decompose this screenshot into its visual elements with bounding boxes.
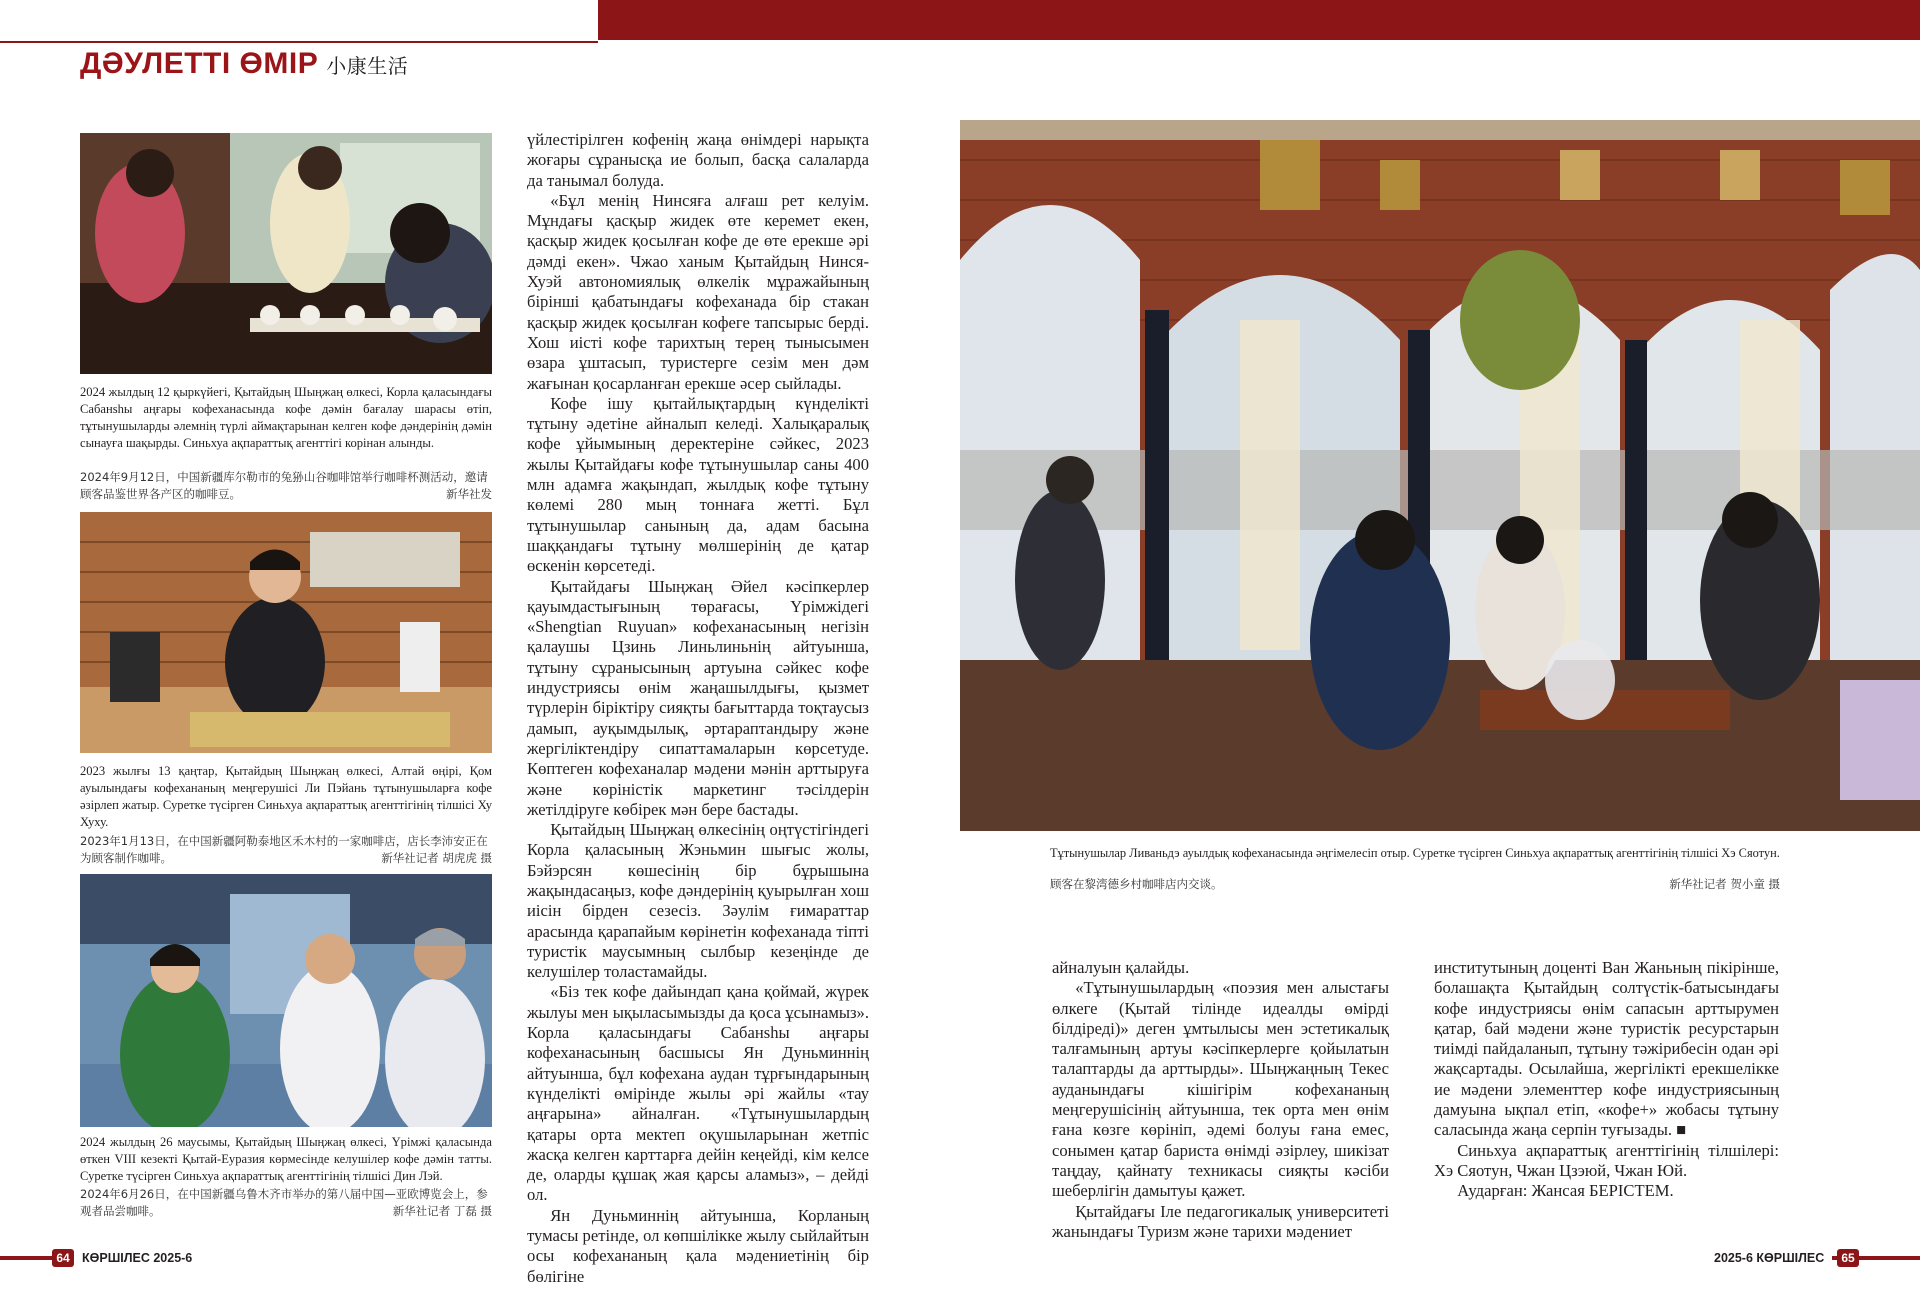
section-title: ДӘУЛЕТТІ ӨМІР (80, 47, 319, 80)
photo-caption-1: 2024 жылдың 12 қыркүйегі, Қытайдың Шыңжаң өлкесі, Корла қаласындағы Сабанshы аңғары кофеханасында кофе дәмін бағалау шарасы өтіп, тұтынушыларды әлемнің түрлі аймақтарынан келген кофе дәндерінің дәмін сынауға шақырды. Синьхуа ақпараттық агенттігі корінан алынды. (80, 385, 492, 450)
photo-barista (80, 512, 492, 753)
top-color-bar (598, 0, 1920, 40)
paragraph: Ян Дуньминнің айтуынша, Корланың тумасы ретінде, ол көпшілікке жылу сыйлайтын осы кофехананың қала мәдениетінің бір бөлігіне (527, 1205, 869, 1286)
photo-caption-zh-1 (80, 469, 492, 503)
paragraph: Қытайдағы Шыңжаң Әйел кәсіпкерлер қауымдастығының төрағасы, Үрімжідегі «Shengtian Ruyuan» кофеханасының негізін қалаушы Цзинь Линьлиньнің айтуынша, тұтыну сұранысының артуына сәйкес кофе индустриясы өнім жаңашылдығы, қызмет түрлерін біріктіру сияқты бағыттарда тоқтаусыз дамып, ауқымдылық, әртараптандыру және жергіліктендіру сипаттамаларын көрсетуде. Көптеген кофеханалар мәдени мәнін арттыруға және көріністік маркетинг тәсілдерін жетілдіруге көбірек мән бере бастады. (527, 576, 869, 819)
page-number-right: 65 (1837, 1249, 1859, 1267)
caption-zh-text: 2023年1月13日，在中国新疆阿勒泰地区禾木村的一家咖啡店，店长李沛安正在为顾客制作咖啡。 (80, 834, 488, 865)
paragraph: Қытайдың Шыңжаң өлкесінің оңтүстігіндегі Корла қаласының Жэньмин шығыс жолы, Бэйэрсян көшесінің бір бұрышына жақындасаңыз, кофе дәндерінің қуырылған хош иісін бірден сезесіз. Зәулім ғимараттар арасында қарапайым көрінетін кофеханада тіпті туристік маусымның сылбыр кезеңінде де келушілер толастамайды. (527, 820, 869, 982)
paragraph: институтының доценті Ван Жаньның пікірінше, болашақта Қытайдың солтүстік-батысындағы кофе индустриясы өнім сапасын арттырумен қатар, бай мәдени және туристік ресурстарын тиімді пайдаланып, тұтыну тәжірибесін одан әрі жақсартады. Осылайша, жергілікті ерекшелікке ие мәдени элементтер кофе индустриясының дамуына ықпал етіп, «кофе+» жобасы тұтыну саласында жаңа серпін туғызады. ■ (1434, 958, 1779, 1140)
main-photo-caption: Тұтынушылар Ливаньдэ ауылдық кофеханасында әңгімелесіп отыр. Суретке түсірген Синьхуа ақпараттық агенттігінің тілшісі Хэ Сяотун. (1050, 846, 1780, 860)
article-column-3 (1434, 958, 1779, 1202)
translator: Аударған: Жансая БЕРІСТЕМ. (1457, 1181, 1674, 1201)
byline: Синьхуа ақпараттық агенттігінің тілшілері: Хэ Сяотун, Чжан Цзэюй, Чжан Юй. (1434, 1140, 1779, 1180)
photo-cafe-interior (960, 120, 1920, 831)
caption-zh-text: 2024年9月12日，中国新疆库尔勒市的兔狲山谷咖啡馆举行咖啡杯测活动，邀请顾客品鉴世界各产区的咖啡豆。 (80, 470, 488, 501)
photo-expo-tasting (80, 874, 492, 1127)
top-rule-line (0, 41, 598, 43)
photo-credit: 新华社记者 贺小童 摄 (1669, 877, 1780, 891)
section-header (80, 47, 408, 81)
paragraph: Қытайдағы Іле педагогикалық университеті жанындағы Туризм және тарихи мәдениет (1052, 1201, 1389, 1241)
paragraph: «Бұл менің Нинсяға алғаш рет келуім. Мұндағы қасқыр жидек өте керемет екен, қасқыр жидек қосылған кофе де өте ерекше әрі дәмді екен». Чжао ханым Қытайдың Нинся-Хуэй автономиялық өлкелік мұражайының бірінші қабатындағы кофеханада бір стакан қасқыр жидек қосылған кофеге тапсырыс берді. Хош иісті кофе тарихтың терең тынысымен өзара ұштасып, туристерге сезім мен дәм жағынан қосарланған ерекше әсер сыйлады. (527, 190, 869, 393)
photo-caption-3: 2024 жылдың 26 маусымы, Қытайдың Шыңжаң өлкесі, Үрімжі қаласында өткен VIII кезекті Қытай-Еуразия көрмесінде келушілер кофе дәмін татты. Суретке түсірген Синьхуа ақпараттық агенттігінің тілшісі Дин Лэй. (80, 1135, 492, 1183)
section-title-zh: 小康生活 (326, 54, 409, 78)
footer-label-left: КӨРШІЛЕС 2025-6 (78, 1249, 196, 1267)
photo-credit: 新华社记者 丁磊 摄 (392, 1204, 492, 1218)
main-photo-caption-zh (1050, 876, 1780, 893)
paragraph: «Тұтынушылардың «поэзия мен алыстағы өлкеге (Қытай тілінде идеалды өмірді білдіреді)» деген ұмтылысы мен эстетикалық талғамының артуы кәсіпкерлерге қойылатын талаптарды да арттырды». Шыңжаңның Текес ауданындағы кішігірім кофехананың меңгерушісінің айтуынша, тек орта мен өнім ғана көзге көрініп, әдемі болуы ғана емес, сонымен қатар бариста өнімді әзірлеу, шикізат таңдау, қайнату техникасы сияқты кәсіби шеберлігін дамытуы қажет. (1052, 978, 1389, 1201)
paragraph: Кофе ішу қытайлықтардың күнделікті тұтыну әдетіне айналып келеді. Халықаралық кофе ұйымының деректеріне сәйкес, 2023 жылы Қытайдағы кофе тұтынушылар саны 400 млн адамға жақындап, жылдық кофе тұтыну көлемі 280 мың тоннаға жетті. Бұл тұтынушылар санының да, адам басына шаққандағы тұтыну мөлшерінің де қатар өскенін көрсетеді. (527, 393, 869, 576)
page-number-left: 64 (52, 1249, 74, 1267)
article-column-2 (1052, 958, 1389, 1242)
paragraph: үйлестірілген кофенің жаңа өнімдері нарықта жоғары сұранысқа ие болып, басқа салаларда да танымал болуда. (527, 130, 869, 190)
paragraph: айналуын қалайды. (1052, 958, 1190, 977)
paragraph: «Біз тек кофе дайындап қана қоймай, жүрек жылуы мен ықыласымызды да қоса ұсынамыз». Корла қаласындағы Сабанshы аңғары кофеханасының басшысы Ян Дуньминнің айтуынша, бұл кофехана аудан тұрғындарының күнделікті өмірінде жылы әрі жайлы «тау аңғарына» айналған. «Тұтынушылардың қатары орта мектеп оқушыларынан жетпіс жасқа келген карттарға дейін кеңейді, кім келсе де, оларды құшақ жая қарсы аламыз», – дейді ол. (527, 982, 869, 1205)
photo-credit: 新华社发 (446, 487, 492, 501)
photo-caption-2: 2023 жылғы 13 қаңтар, Қытайдың Шыңжаң өлкесі, Алтай өңірі, Қом ауылындағы кофехананың меңгерушісі Ли Пэйань тұтынушыларға кофе әзірлеп жатыр. Суретке түсірген Синьхуа ақпараттық агенттігінің тілшісі Ху Хуху. (80, 764, 492, 829)
photo-caption-zh-3 (80, 1186, 492, 1220)
article-column-1 (527, 130, 869, 1287)
photo-credit: 新华社记者 胡虎虎 摄 (381, 851, 492, 865)
footer-label-right: 2025-6 КӨРШІЛЕС (1710, 1249, 1828, 1267)
caption-zh-text: 2024年6月26日，在中国新疆乌鲁木齐市举办的第八届中国—亚欧博览会上，参观者品尝咖啡。 (80, 1187, 488, 1218)
photo-coffee-cupping (80, 133, 492, 374)
photo-caption-zh-2 (80, 833, 492, 867)
caption-zh-text: 顾客在黎湾德乡村咖啡店内交谈。 (1050, 877, 1223, 891)
